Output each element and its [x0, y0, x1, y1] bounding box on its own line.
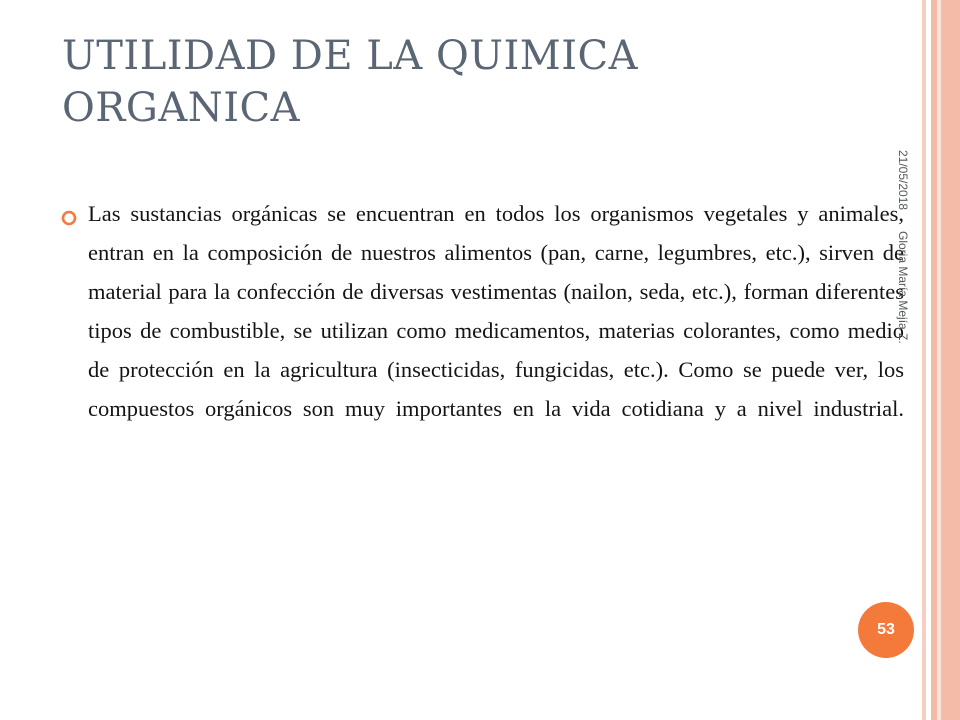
footer-author: Gloria María Mejía Z. — [896, 230, 910, 344]
border-strip — [941, 0, 960, 720]
slide-title: UTILIDAD DE LA QUIMICA ORGANICA — [62, 33, 638, 131]
circle-bullet-icon — [60, 209, 78, 227]
footer-date: 21/05/2018 — [896, 150, 910, 211]
vertical-footer — [898, 150, 910, 410]
slide-body-text: Las sustancias orgánicas se encuentran en todos los organismos vegetales y animales, entran en la composición de nuestros alimentos (pan, carne, legumbres, etc.), sirven de material para la confección de diversas vestimentas (nailon, seda, etc.), forman diferentes tipos de combustible, se utilizan como medicamentos, materias colorantes, como medio de protección en la agricultura (insecticidas, fungicidas, etc.). Como se puede ver, los compuestos orgánicos son muy importantes en la vida cotidiana y a nivel industrial. — [88, 201, 904, 421]
page-number-badge: 53 — [858, 602, 914, 658]
